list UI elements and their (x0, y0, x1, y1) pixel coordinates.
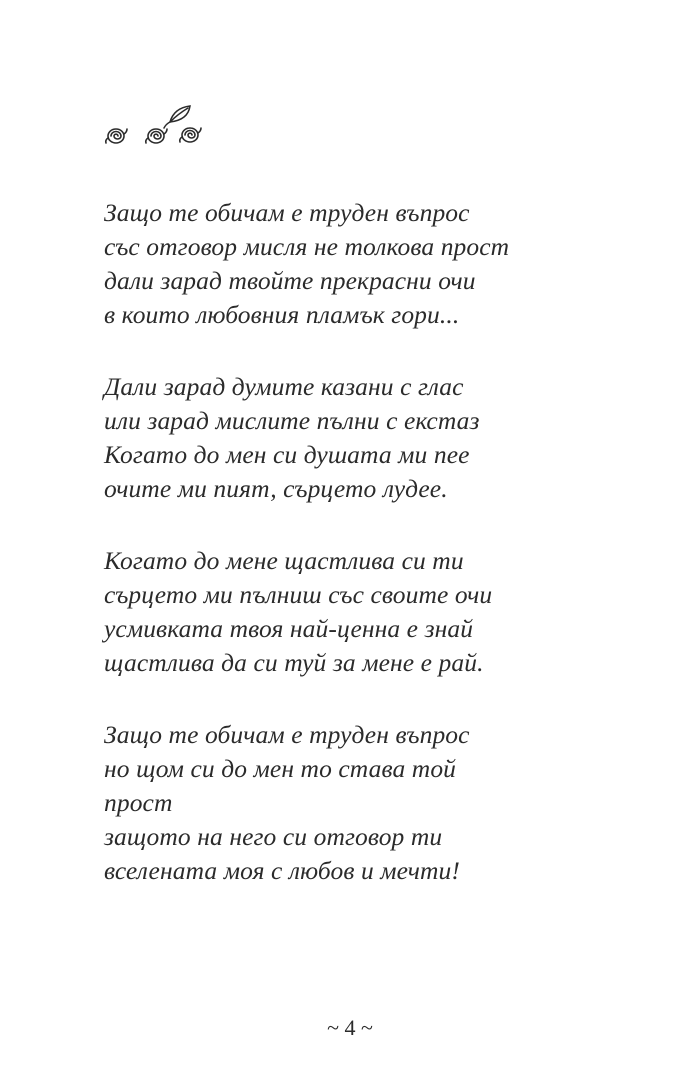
poem-line: или зарад мислите пълни с екстаз (104, 406, 480, 435)
stanza-2 (104, 370, 604, 506)
poem-line: Защо те обичам е труден въпрос (104, 198, 470, 227)
poem-line: очите ми пият, сърцето лудее. (104, 474, 448, 503)
stanza-4 (104, 718, 604, 888)
poem-line: усмивката твоя най-ценна е знай (104, 614, 474, 643)
stanza-3 (104, 544, 604, 680)
rose-swirl-icon (104, 100, 214, 152)
poem-line: със отговор мисля не толкова прост (104, 232, 510, 261)
poem-line: Когато до мене щастлива си ти (104, 546, 464, 575)
poem-line: Дали зарад думите казани с глас (104, 372, 464, 401)
poem-line: сърцето ми пълниш със своите очи (104, 580, 493, 609)
poem-line: вселената моя с любов и мечти! (104, 856, 460, 885)
stanza-1 (104, 196, 604, 332)
poem-line: прост (104, 788, 173, 817)
poem-line: но щом си до мен то става той (104, 754, 457, 783)
poem-line: в които любовния пламък гори... (104, 300, 460, 329)
poem-line: Когато до мен си душата ми пее (104, 440, 470, 469)
poem (104, 196, 604, 926)
poem-line: щастлива да си туй за мене е рай. (104, 648, 484, 677)
page-number: ~ 4 ~ (327, 1015, 373, 1040)
poem-line: Защо те обичам е труден въпрос (104, 720, 470, 749)
poem-line: дали зарад твойте прекрасни очи (104, 266, 476, 295)
poem-line: защото на него си отговор ти (104, 822, 443, 851)
